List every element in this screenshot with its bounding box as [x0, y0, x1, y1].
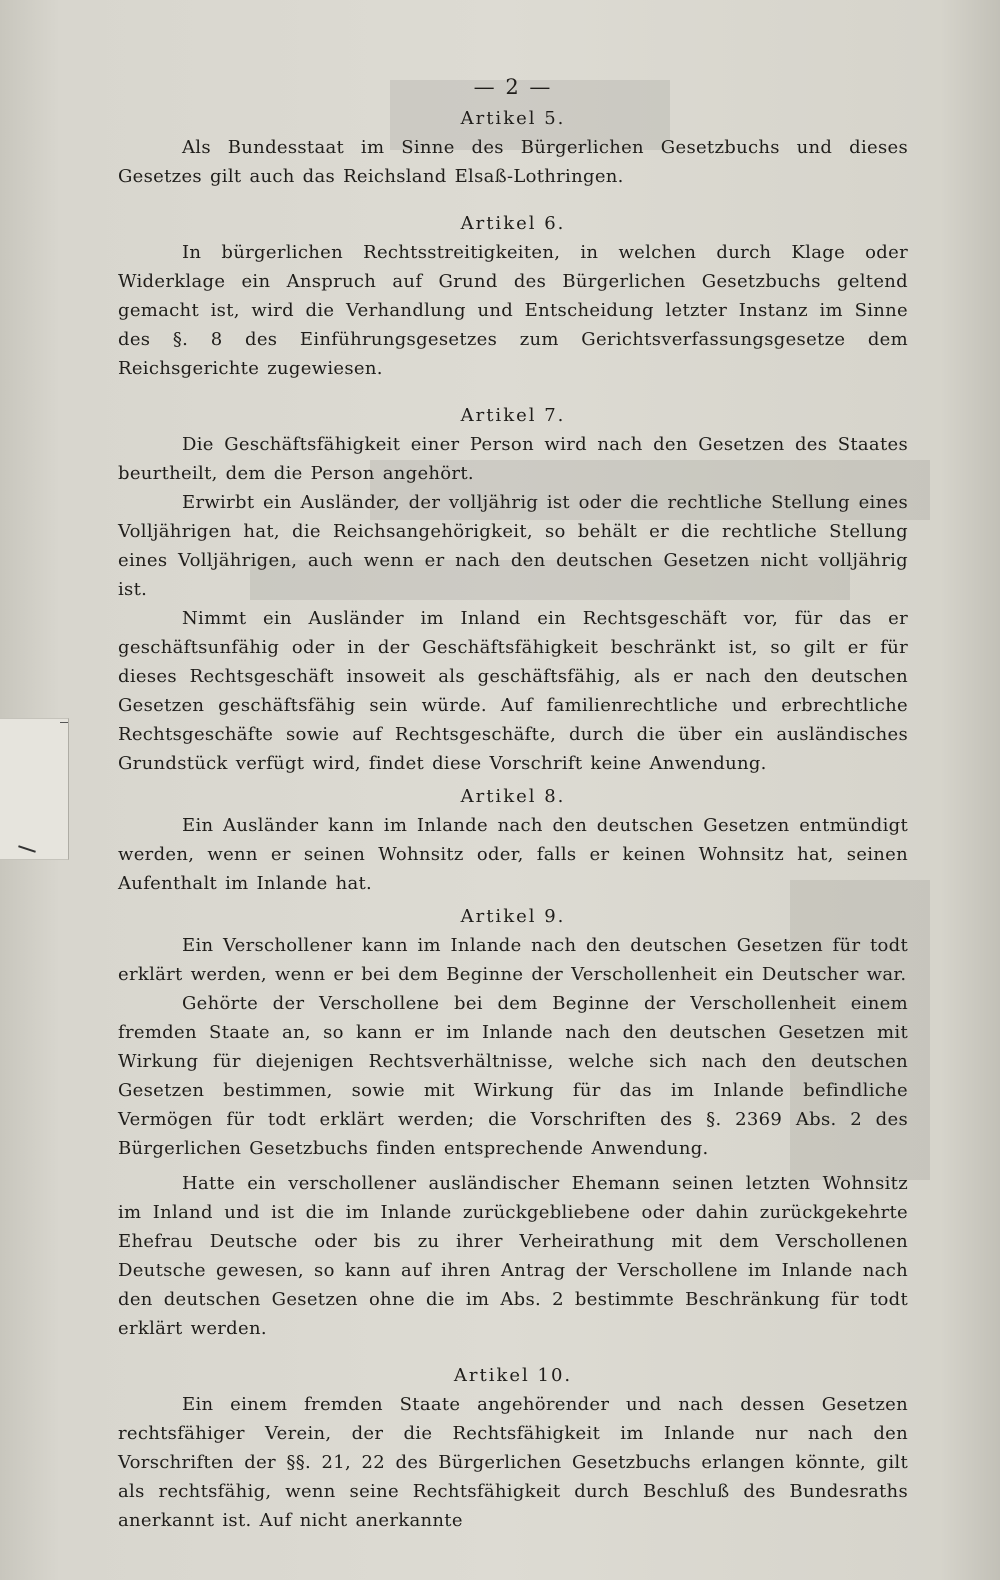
paragraph: Gehörte der Verschollene bei dem Beginne der Verschollenheit einem fremden Staate an, so kann er im Inlande nach den deutschen Gesetzen mit Wirkung für diejenigen Rechtsverhältnisse, welche sich nach den deutschen Gesetzen bestimmen, sowie mit Wirkung für das im Inlande befindliche Vermögen für todt erklärt werden; die Vorschriften des §. 2369 Abs. 2 des Bürgerlichen Gesetzbuchs finden entsprechende Anwendung. — [118, 993, 908, 1159]
page-text — [118, 72, 908, 1535]
article-title: Artikel 6. — [460, 213, 566, 234]
paragraph: Nimmt ein Ausländer im Inland ein Rechtsgeschäft vor, für das er geschäftsunfähig oder in der Geschäftsfähigkeit beschränkt ist, so gilt er für dieses Rechtsgeschäft insoweit als geschäftsfähig, als er nach den deutschen Gesetzen geschäftsfähig sein würde. Auf familienrechtliche und erbrechtliche Rechtsgeschäfte sowie auf Rechtsgeschäfte, durch die über ein ausländisches Grundstück verfügt wird, findet diese Vorschrift keine Anwendung. — [118, 608, 908, 774]
article-6 — [118, 209, 908, 383]
article-9 — [118, 902, 908, 1343]
article-title: Artikel 8. — [460, 786, 566, 807]
article-10 — [118, 1361, 908, 1535]
article-title: Artikel 9. — [460, 906, 566, 927]
article-8 — [118, 782, 908, 898]
paragraph: Ein einem fremden Staate angehörender und nach dessen Gesetzen rechtsfähiger Verein, der die Rechtsfähigkeit im Inlande nur nach den Vorschriften der §§. 21, 22 des Bürgerlichen Gesetzbuchs erlangen könnte, gilt als rechtsfähig, wenn seine Rechtsfähigkeit durch Beschluß des Bundesraths anerkannt ist. Auf nicht anerkannte — [118, 1394, 908, 1531]
folded-insert-slip — [0, 718, 69, 860]
paragraph: Erwirbt ein Ausländer, der volljährig ist oder die rechtliche Stellung eines Volljährigen hat, die Reichsangehörigkeit, so behält er die rechtliche Stellung eines Volljährigen, auch wenn er nach den deutschen Gesetzen nicht volljährig ist. — [118, 492, 908, 600]
paragraph: In bürgerlichen Rechtsstreitigkeiten, in welchen durch Klage oder Widerklage ein Anspruch auf Grund des Bürgerlichen Gesetzbuchs geltend gemacht ist, wird die Verhandlung und Entscheidung letzter Instanz im Sinne des §. 8 des Einführungsgesetzes zum Gerichtsverfassungsgesetze dem Reichsgerichte zugewiesen. — [118, 242, 908, 379]
page-number: — 2 — — [473, 75, 553, 99]
paragraph: Ein Verschollener kann im Inlande nach den deutschen Gesetzen für todt erklärt werden, wenn er bei dem Beginne der Verschollenheit ein Deutscher war. — [118, 935, 908, 985]
article-7 — [118, 401, 908, 778]
article-title: Artikel 10. — [453, 1365, 573, 1386]
insert-tick-mark — [60, 722, 68, 723]
article-title: Artikel 5. — [460, 108, 566, 129]
paragraph: Die Geschäftsfähigkeit einer Person wird nach den Gesetzen des Staates beurtheilt, dem die Person angehört. — [118, 434, 908, 484]
article-5 — [118, 104, 908, 191]
paragraph: Als Bundesstaat im Sinne des Bürgerlichen Gesetzbuchs und dieses Gesetzes gilt auch das Reichsland Elsaß-Lothringen. — [118, 137, 908, 187]
article-title: Artikel 7. — [460, 405, 566, 426]
paragraph: Hatte ein verschollener ausländischer Ehemann seinen letzten Wohnsitz im Inland und ist die im Inlande zurückgebliebene oder dahin zurückgekehrte Ehefrau Deutsche oder bis zu ihrer Verheirathung mit dem Verschollenen Deutsche gewesen, so kann auf ihren Antrag der Verschollene im Inlande nach den deutschen Gesetzen ohne die im Abs. 2 bestimmte Beschränkung für todt erklärt werden. — [118, 1173, 908, 1339]
paragraph: Ein Ausländer kann im Inlande nach den deutschen Gesetzen entmündigt werden, wenn er seinen Wohnsitz oder, falls er keinen Wohnsitz hat, seinen Aufenthalt im Inlande hat. — [118, 815, 908, 894]
